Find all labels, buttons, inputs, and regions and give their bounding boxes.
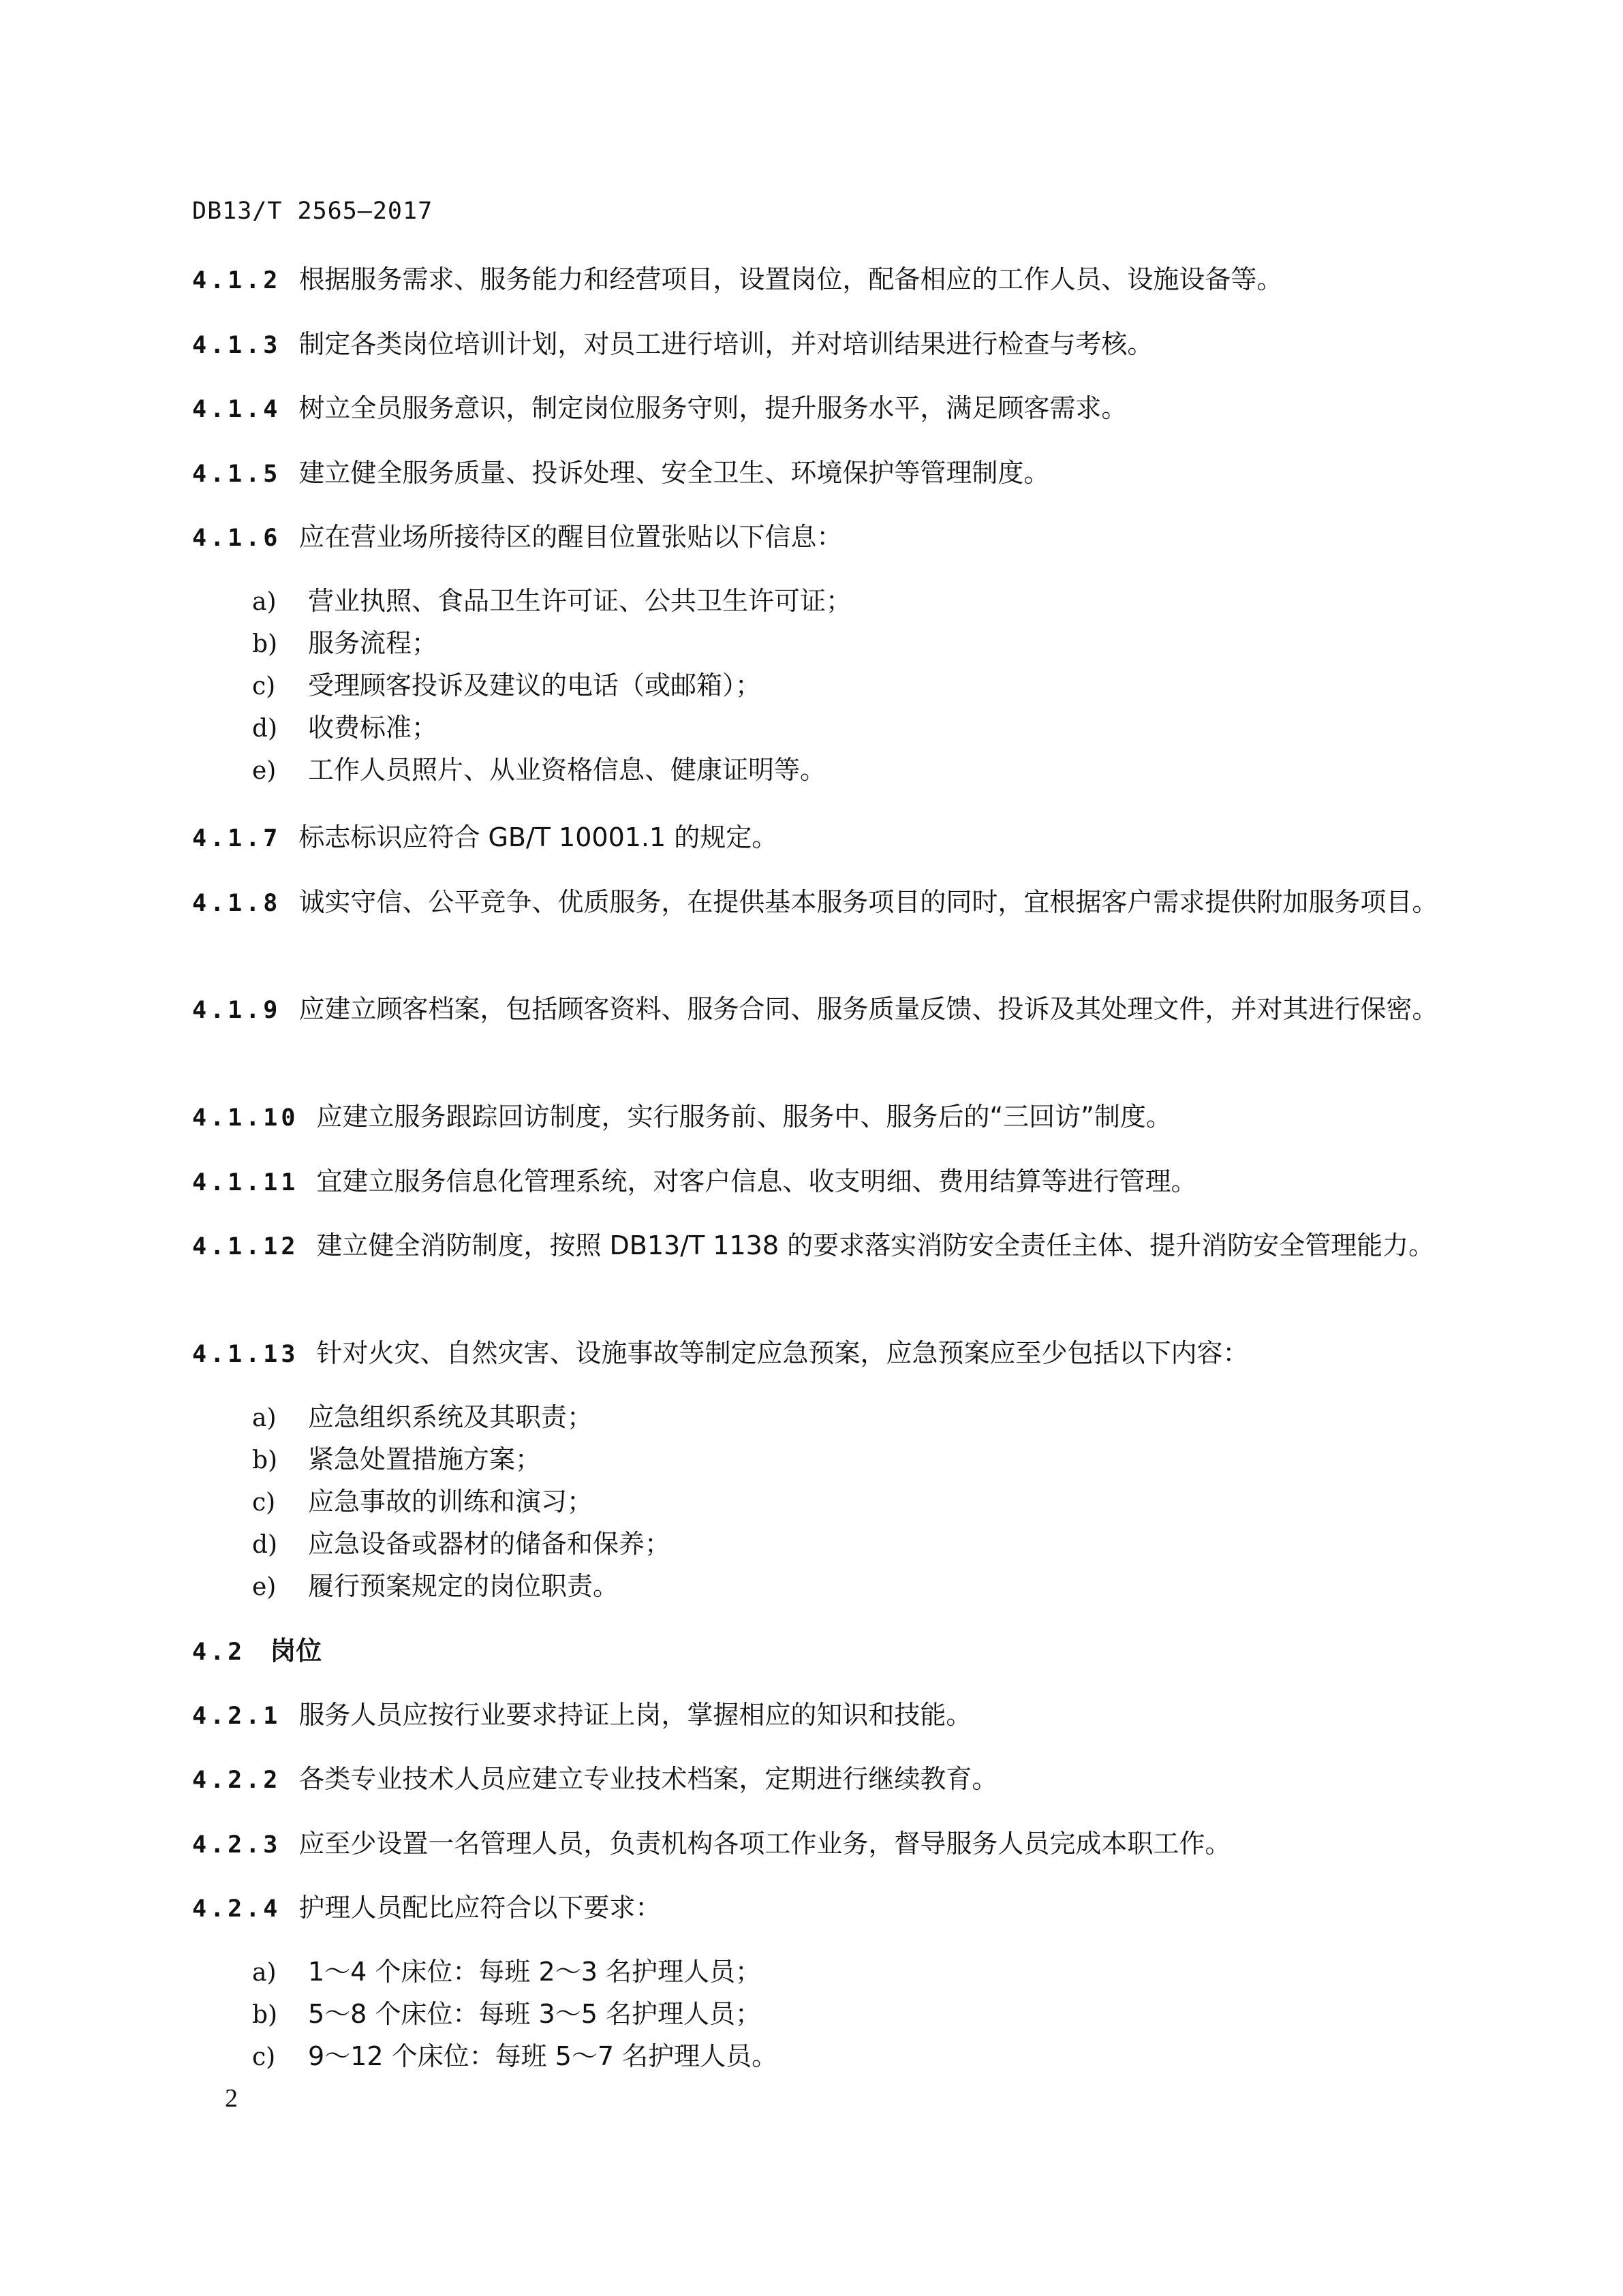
clause-text: 各类专业技术人员应建立专业技术档案，定期进行继续教育。: [298, 1764, 998, 1794]
clause-text: 护理人员配比应符合以下要求：: [298, 1893, 662, 1923]
list-marker: d): [252, 715, 278, 743]
list-marker: e): [252, 757, 277, 785]
list-item: [252, 1396, 593, 1440]
list-item: [252, 2035, 777, 2079]
list-text: 工作人员照片、从业资格信息、健康证明等。: [308, 755, 826, 785]
list-text: 收费标准；: [308, 713, 438, 743]
list-marker: c): [252, 672, 276, 700]
standard-code-header: DB13/T 2565—2017: [192, 198, 433, 225]
clause-4-1-2: [192, 258, 1466, 302]
clause-number: 4.2.1: [192, 1703, 281, 1730]
list-item: [252, 1951, 761, 1994]
clause-number: 4.1.3: [192, 332, 281, 359]
list-item: [252, 580, 852, 623]
list-text: 1～4 个床位：每班 2～3 名护理人员；: [308, 1957, 761, 1987]
clause-number: 4.1.7: [192, 825, 281, 852]
clause-text: 建立健全服务质量、投诉处理、安全卫生、环境保护等管理制度。: [298, 458, 1050, 488]
clause-number: 4.2.4: [192, 1895, 281, 1923]
list-text: 应急事故的训练和演习；: [308, 1487, 593, 1517]
clause-number: 4.1.9: [192, 997, 281, 1024]
clause-4-1-7: [192, 816, 1466, 860]
clause-text: 根据服务需求、服务能力和经营项目，设置岗位，配备相应的工作人员、设施设备等。: [298, 264, 1283, 294]
clause-4-1-8: [192, 881, 1466, 925]
list-text: 紧急处置措施方案；: [308, 1444, 542, 1474]
clause-number: 4.1.11: [192, 1169, 299, 1196]
clause-number: 4.2.3: [192, 1831, 281, 1859]
clause-text: 应建立服务跟踪回访制度，实行服务前、服务中、服务后的“三回访”制度。: [316, 1102, 1172, 1132]
clause-number: 4.1.2: [192, 267, 281, 294]
list-text: 营业执照、食品卫生许可证、公共卫生许可证；: [308, 586, 852, 616]
page-number: 2: [225, 2084, 238, 2113]
list-marker: d): [252, 1531, 278, 1559]
list-item: [252, 1993, 761, 2036]
clause-4-2-4: [192, 1887, 1466, 1931]
clause-number: 4.1.6: [192, 525, 281, 552]
clause-4-1-13: [192, 1332, 1466, 1376]
list-item: [252, 707, 437, 750]
list-text: 受理顾客投诉及建议的电话（或邮箱）；: [308, 670, 762, 700]
clause-4-1-9: [192, 988, 1466, 1032]
clause-text: 针对火灾、自然灾害、设施事故等制定应急预案，应急预案应至少包括以下内容：: [316, 1338, 1249, 1368]
clause-text: 诚实守信、公平竞争、优质服务，在提供基本服务项目的同时，宜根据客户需求提供附加服务项目。: [298, 887, 1438, 917]
clause-number: 4.2.2: [192, 1767, 281, 1794]
clause-text: 建立健全消防制度，按照 DB13/T 1138 的要求落实消防安全责任主体、提升消防安全管理能力。: [316, 1230, 1435, 1260]
clause-number: 4.1.12: [192, 1233, 299, 1260]
section-title: 岗位: [270, 1636, 322, 1666]
list-item: [252, 622, 437, 666]
list-marker: a): [252, 1404, 277, 1432]
clause-4-1-6: [192, 516, 1466, 560]
section-number: 4.2: [192, 1639, 246, 1666]
list-text: 应急设备或器材的储备和保养；: [308, 1529, 671, 1559]
clause-text: 制定各类岗位培训计划，对员工进行培训，并对培训结果进行检查与考核。: [298, 329, 1154, 359]
list-marker: e): [252, 1573, 277, 1601]
list-item: [252, 749, 826, 792]
clause-text: 树立全员服务意识，制定岗位服务守则，提升服务水平，满足顾客需求。: [298, 393, 1128, 423]
clause-text: 应在营业场所接待区的醒目位置张贴以下信息：: [298, 522, 843, 552]
clause-4-1-3: [192, 323, 1466, 367]
clause-4-1-11: [192, 1160, 1466, 1205]
clause-text: 服务人员应按行业要求持证上岗，掌握相应的知识和技能。: [298, 1700, 972, 1730]
clause-4-1-12: [192, 1224, 1466, 1269]
clause-number: 4.1.4: [192, 396, 281, 423]
list-item: [252, 1565, 619, 1609]
clause-number: 4.1.13: [192, 1341, 299, 1368]
list-text: 5～8 个床位：每班 3～5 名护理人员；: [308, 1999, 761, 2029]
list-marker: a): [252, 1959, 277, 1987]
clause-number: 4.1.8: [192, 890, 281, 917]
clause-4-1-4: [192, 387, 1466, 431]
list-item: [252, 1438, 541, 1482]
list-text: 应急组织系统及其职责；: [308, 1402, 593, 1432]
list-item: [252, 1523, 670, 1566]
list-marker: b): [252, 2001, 278, 2029]
list-text: 9～12 个床位：每班 5～7 名护理人员。: [308, 2041, 778, 2071]
list-item: [252, 664, 761, 708]
clause-4-2-2: [192, 1758, 1466, 1802]
clause-4-2-1: [192, 1694, 1466, 1738]
list-marker: c): [252, 1489, 276, 1517]
section-heading-4-2: [192, 1630, 322, 1674]
clause-text: 应至少设置一名管理人员，负责机构各项工作业务，督导服务人员完成本职工作。: [298, 1829, 1231, 1859]
list-marker: b): [252, 630, 278, 658]
clause-4-1-10: [192, 1096, 1466, 1140]
clause-number: 4.1.10: [192, 1104, 299, 1132]
list-text: 服务流程；: [308, 628, 438, 658]
clause-number: 4.1.5: [192, 461, 281, 488]
list-marker: b): [252, 1446, 278, 1474]
clause-text: 应建立顾客档案，包括顾客资料、服务合同、服务质量反馈、投诉及其处理文件，并对其进行保密。: [298, 994, 1438, 1024]
list-text: 履行预案规定的岗位职责。: [308, 1571, 619, 1601]
list-marker: a): [252, 588, 277, 616]
clause-text: 宜建立服务信息化管理系统，对客户信息、收支明细、费用结算等进行管理。: [316, 1166, 1197, 1196]
clause-4-2-3: [192, 1822, 1466, 1867]
list-marker: c): [252, 2043, 276, 2071]
list-item: [252, 1480, 593, 1524]
clause-text: 标志标识应符合 GB/T 10001.1 的规定。: [298, 822, 778, 852]
clause-4-1-5: [192, 452, 1466, 496]
